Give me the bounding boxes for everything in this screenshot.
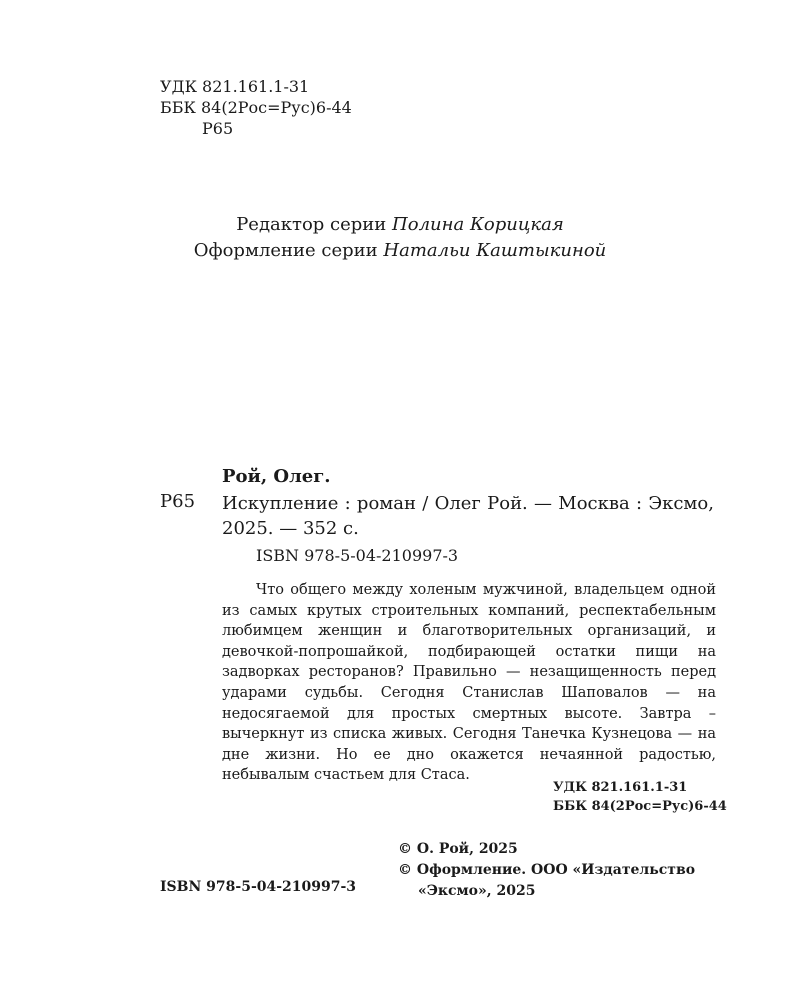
entry-author: Рой, Олег. [222,466,331,487]
editor-label: Редактор серии [236,214,387,235]
bottom-classification [553,778,727,816]
bottom-isbn: ISBN 978-5-04-210997-3 [160,879,357,895]
series-editor-line [0,212,800,238]
copyright-design: © Оформление. ООО «Издательство [398,862,696,878]
annotation: Что общего между холеным мужчиной, владельцем одной из самых крутых строительных компаний, респектабельным любимцем женщин и благотворительных организаций, и девочкой-попрошайкой, подбирающей остатки пищи на задворках ресторанов? Правильно — незащищенность перед ударами судьбы. Сегодня Станислав Шаповалов — на недосягаемой для простых смертных высоте. Завтра – вычеркнут из списка живых. Сегодня Танечка Кузнецова — на дне жизни. Но ее дно окажется нечаянной радостью, небывалым счастьем для Стаса. [222,582,716,784]
udk-code: УДК 821.161.1-31 [160,77,310,96]
classification-block [160,76,352,139]
bottom-udk: УДК 821.161.1-31 [553,780,688,795]
copyright-design-cont: «Эксмо», 2025 [418,883,536,899]
entry-code: Р65 [160,491,196,512]
series-design-line [0,238,800,264]
designer-name: Натальи Каштыкиной [383,240,607,261]
copyright-author: © О. Рой, 2025 [398,841,518,857]
design-label: Оформление серии [193,240,378,261]
author-mark: Р65 [202,119,234,138]
bottom-bbk: ББК 84(2Рос=Рус)6-44 [553,799,727,814]
bbk-code: ББК 84(2Рос=Рус)6-44 [160,98,352,117]
copyright-block [398,839,728,902]
entry-isbn: ISBN 978-5-04-210997-3 [256,546,459,565]
bibliographic-description: Искупление : роман / Олег Рой. — Москва : Эксмо, 2025. — 352 с. [222,493,714,539]
series-credits [0,212,800,264]
editor-name: Полина Корицкая [392,214,564,235]
